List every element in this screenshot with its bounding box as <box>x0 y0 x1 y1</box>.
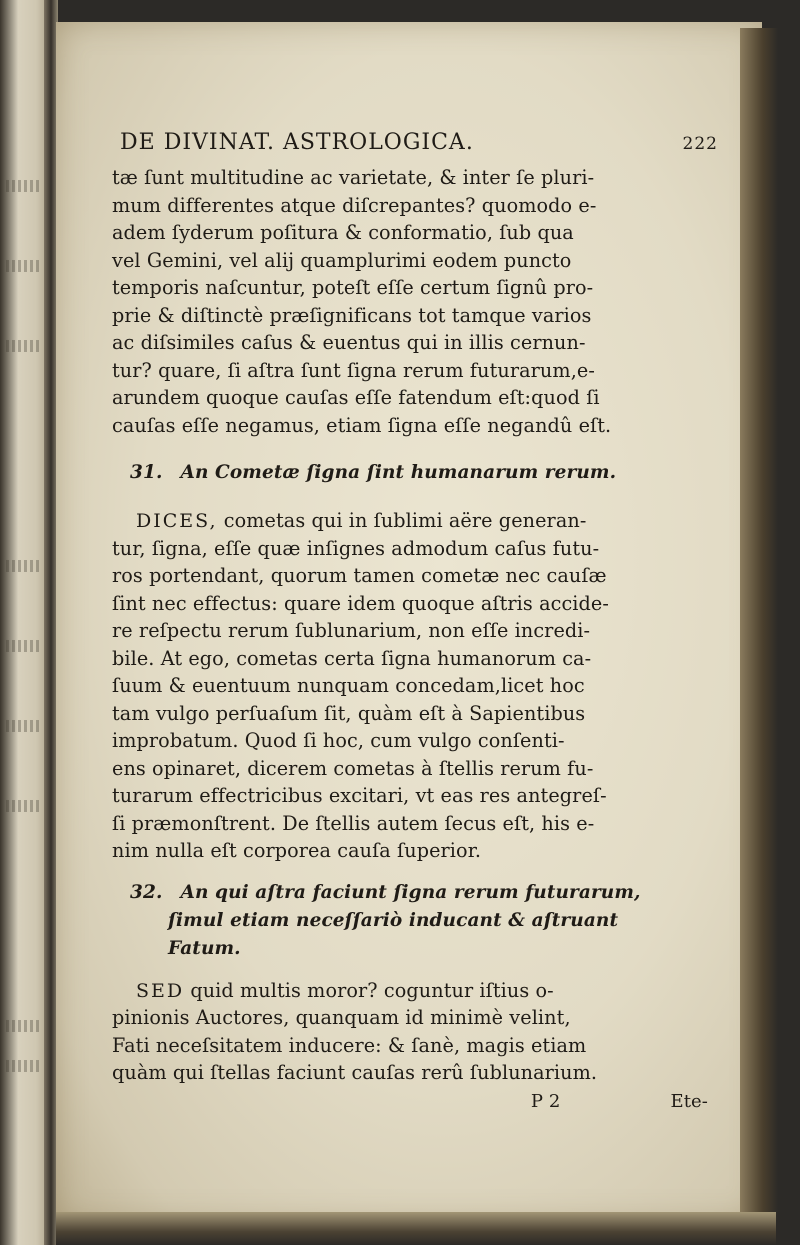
text-line: ſi præmonſtrent. De ſtellis autem ſecus eſt, his e- <box>112 811 595 835</box>
text-line: ac diſsimiles caſus & euentus qui in illis cernun- <box>112 331 586 354</box>
section-title: An Cometæ ſigna ſint humanarum rerum. <box>180 462 617 483</box>
text-line: DICES, cometas qui in ſublimi aëre generan- <box>136 509 587 532</box>
section-title-line: ſimul etiam neceſſariò inducant & aſtruant <box>168 909 619 931</box>
text-line: mum differentes atque diſcrepantes? quomodo e- <box>112 193 597 217</box>
running-title: DE DIVINAT. ASTROLOGICA. <box>120 130 474 155</box>
section-number: 32. <box>130 881 163 903</box>
text-line: tæ ſunt multitudine ac varietate, & inter ſe pluri- <box>112 166 595 189</box>
text-line: temporis naſcuntur, poteſt eſſe certum ſignû pro- <box>112 276 594 299</box>
running-header <box>120 130 718 164</box>
text-line: bile. At ego, cometas certa ſigna humanorum ca- <box>112 646 592 670</box>
page-bottom-edge <box>56 1212 776 1245</box>
section-heading-32 <box>112 879 712 907</box>
text-line: prie & diſtinctè præſignificans tot tamque varios <box>112 303 592 327</box>
ink-bleed <box>6 340 40 352</box>
catchword: Ete- <box>670 1090 708 1112</box>
paragraph-1 <box>112 164 712 439</box>
text-line: ſuum & euentuum nunquam concedam,licet hoc <box>112 674 585 697</box>
ink-bleed <box>6 560 40 572</box>
text-line: nim nulla eſt corporea cauſa ſuperior. <box>112 839 482 862</box>
text-line: tam vulgo perſuaſum ſit, quàm eſt à Sapientibus <box>112 701 586 725</box>
text-line: arundem quoque cauſas eſſe fatendum eſt:quod ſi <box>112 386 600 409</box>
text-line: cauſas eſſe negamus, etiam ſigna eſſe negandû eſt. <box>112 413 612 437</box>
paragraph-3 <box>112 977 712 1087</box>
text-line: ros portendant, quorum tamen cometæ nec cauſæ <box>112 564 607 587</box>
ink-bleed <box>6 720 40 732</box>
text-line: quàm qui ſtellas faciunt cauſas rerû ſublunarium. <box>112 1061 598 1084</box>
initial-word: DICES, <box>136 510 218 532</box>
text-line: SED quid multis moror? coguntur iſtius o- <box>136 978 554 1002</box>
section-title-line: Fatum. <box>168 937 241 959</box>
signature-mark: P 2 <box>530 1090 561 1112</box>
text-line: improbatum. Quod ſi hoc, cum vulgo conſenti- <box>112 729 565 752</box>
ink-bleed <box>6 1060 40 1072</box>
initial-word: SED <box>136 979 185 1002</box>
ink-bleed <box>6 800 40 812</box>
text-line: tur? quare, ſi aſtra ſunt ſigna rerum futurarum,e- <box>112 358 595 382</box>
section-number: 31. <box>130 462 163 483</box>
text-line: vel Gemini, vel alij quamplurimi eodem puncto <box>112 248 572 272</box>
text-line: ſint nec effectus: quare idem quoque aſtris accide- <box>112 591 609 615</box>
page-number: 222 <box>682 134 718 154</box>
text-line: Fati neceſsitatem inducere: & ſanè, magis etiam <box>112 1033 587 1057</box>
ink-bleed <box>6 1020 40 1032</box>
text-line: re reſpectu rerum ſublunarium, non eſſe incredi- <box>112 619 591 642</box>
ink-bleed <box>6 180 40 192</box>
page-footer <box>112 1091 712 1112</box>
paragraph-2 <box>112 507 712 865</box>
ink-bleed <box>6 640 40 652</box>
text-line: adem ſyderum poſitura & conformatio, ſub qua <box>112 221 574 244</box>
page-text <box>112 130 718 1112</box>
text-line: ens opinaret, dicerem cometas à ſtellis rerum fu- <box>112 756 594 780</box>
text-line: tur, ſigna, eſſe quæ inſignes admodum caſus futu- <box>112 536 600 560</box>
text-line: turarum effectricibus excitari, vt eas res antegreſ- <box>112 784 607 807</box>
ink-bleed <box>6 260 40 272</box>
section-heading-31 <box>112 459 712 487</box>
section-title-line: An qui aſtra faciunt ſigna rerum futurarum, <box>180 881 641 903</box>
page-right-edge <box>740 28 778 1220</box>
text-line: pinionis Auctores, quanquam id minimè velint, <box>112 1006 571 1029</box>
